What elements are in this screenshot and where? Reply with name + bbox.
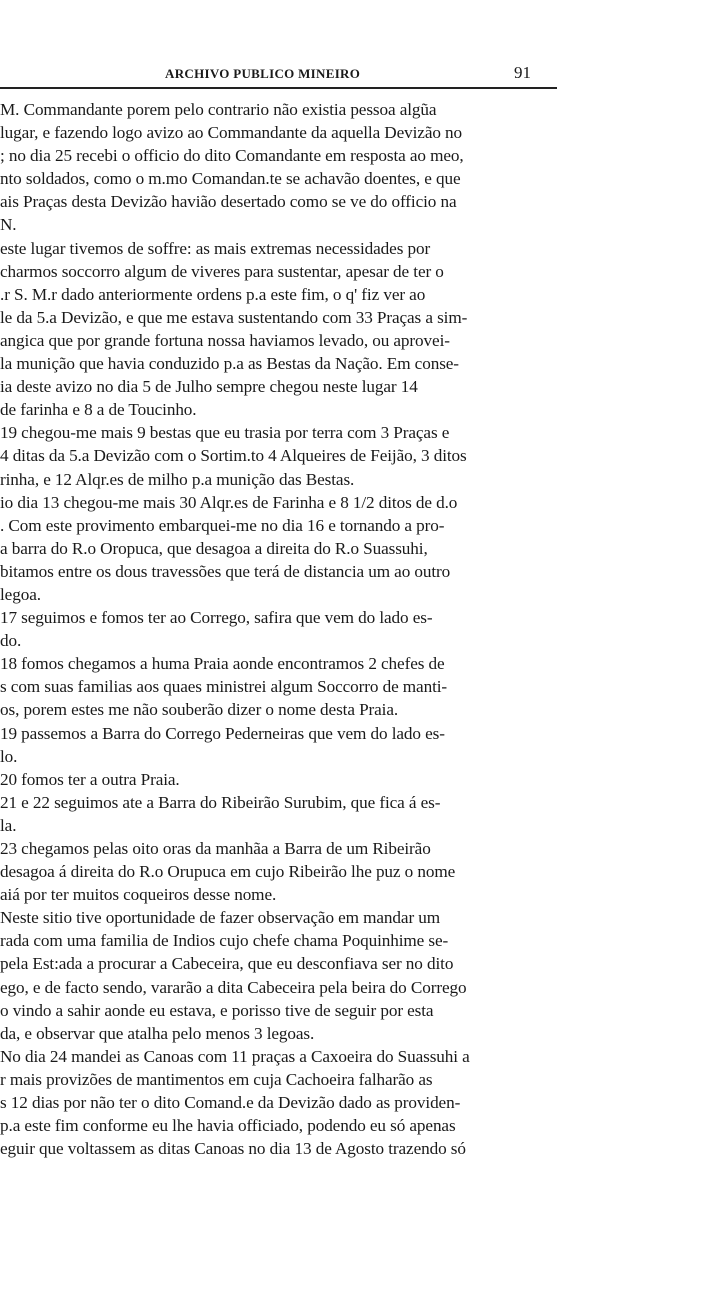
text-line: ego, e de facto sendo, vararão a dita Cabeceira pela beira do Corrego	[0, 977, 467, 997]
page-number: 91	[514, 63, 531, 82]
text-line: 19 passemos a Barra do Corrego Pederneiras que vem do lado es-	[0, 723, 445, 743]
text-line: 18 fomos chegamos a huma Praia aonde encontramos 2 chefes de	[0, 654, 445, 674]
text-line: ais Praças desta Devizão havião desertado como se ve do officio na	[0, 192, 457, 212]
running-title: ARCHIVO PUBLICO MINEIRO	[165, 66, 361, 81]
text-line: 19 chegou-me mais 9 bestas que eu trasia por terra com 3 Praças e	[0, 423, 450, 443]
text-line: ia deste avizo no dia 5 de Julho sempre chegou neste lugar 14	[0, 377, 418, 397]
text-line: lo.	[0, 746, 18, 766]
text-line: 4 ditas da 5.a Devizão com o Sortim.to 4 Alqueires de Feijão, 3 ditos	[0, 446, 467, 466]
text-line: le da 5.a Devizão, e que me estava sustentando com 33 Praças a sim-	[0, 307, 468, 327]
text-line: a barra do R.o Oropuca, que desagoa a direita do R.o Suassuhi,	[0, 538, 428, 558]
text-line: 20 fomos ter a outra Praia.	[0, 769, 180, 789]
text-line: .r S. M.r dado anteriormente ordens p.a este fim, o q' fiz ver ao	[0, 284, 426, 304]
text-line: charmos soccorro algum de viveres para sustentar, apesar de ter o	[0, 261, 444, 281]
text-line: do.	[0, 631, 22, 651]
text-line: lugar, e fazendo logo avizo ao Commandante da aquella Devizão no	[0, 123, 463, 143]
header-rule	[0, 87, 557, 89]
text-line: bitamos entre os dous travessões que terá de distancia um ao outro	[0, 561, 451, 581]
text-line: p.a este fim conforme eu lhe havia officiado, podendo eu só apenas	[0, 1116, 456, 1136]
text-line: . Com este provimento embarquei-me no dia 16 e tornando a pro-	[0, 515, 445, 535]
text-line: o vindo a sahir aonde eu estava, e porisso tive de seguir por esta	[0, 1000, 434, 1020]
text-line: angica que por grande fortuna nossa haviamos levado, ou aprovei-	[0, 330, 450, 350]
text-line: os, porem estes me não souberão dizer o nome desta Praia.	[0, 700, 399, 720]
text-line: este lugar tivemos de soffre: as mais extremas necessidades por	[0, 238, 431, 258]
text-line: Neste sitio tive oportunidade de fazer observação em mandar um	[0, 908, 441, 928]
text-line: aiá por ter muitos coqueiros desse nome.	[0, 885, 277, 905]
text-line: rinha, e 12 Alqr.es de milho p.a munição das Bestas.	[0, 469, 355, 489]
text-line: pela Est:ada a procurar a Cabeceira, que eu desconfiava ser no dito	[0, 954, 454, 974]
text-line: M. Commandante porem pelo contrario não existia pessoa algũa	[0, 100, 437, 119]
text-line: No dia 24 mandei as Canoas com 11 praças a Caxoeira do Suassuhi a	[0, 1046, 470, 1066]
text-line: 23 chegamos pelas oito oras da manhãa a Barra de um Ribeirão	[0, 839, 431, 858]
text-line: rada com uma familia de Indios cujo chefe chama Poquinhime se-	[0, 931, 449, 951]
text-line: ; no dia 25 recebi o officio do dito Comandante em resposta ao meo,	[0, 146, 464, 166]
text-line: nto soldados, como o m.mo Comandan.te se achavão doentes, e que	[0, 169, 461, 189]
text-line: de farinha e 8 a de Toucinho.	[0, 400, 197, 420]
text-line: la munição que havia conduzido p.a as Bestas da Nação. Em conse-	[0, 354, 459, 374]
text-line: la.	[0, 815, 17, 835]
body-text	[0, 98, 704, 1160]
text-line: 21 e 22 seguimos ate a Barra do Ribeirão Surubim, que fica á es-	[0, 792, 441, 812]
text-line: io dia 13 chegou-me mais 30 Alqr.es de Farinha e 8 1/2 ditos de d.o	[0, 492, 458, 512]
text-line: eguir que voltassem as ditas Canoas no dia 13 de Agosto trazendo só	[0, 1139, 466, 1159]
text-line: 17 seguimos e fomos ter ao Corrego, safira que vem do lado es-	[0, 608, 433, 628]
text-line: da, e observar que atalha pelo menos 3 legoas.	[0, 1023, 315, 1043]
text-line: desagoa á direita do R.o Orupuca em cujo Ribeirão lhe puz o nome	[0, 862, 456, 882]
page-header	[0, 64, 560, 86]
text-line: s com suas familias aos quaes ministrei algum Soccorro de manti-	[0, 677, 448, 697]
text-line: r mais provizões de mantimentos em cuja Cachoeira falharão as	[0, 1069, 433, 1089]
text-line: s 12 dias por não ter o dito Comand.e da Devizão dado as providen-	[0, 1093, 461, 1113]
text-line: N.	[0, 215, 17, 235]
text-line: legoa.	[0, 584, 41, 604]
